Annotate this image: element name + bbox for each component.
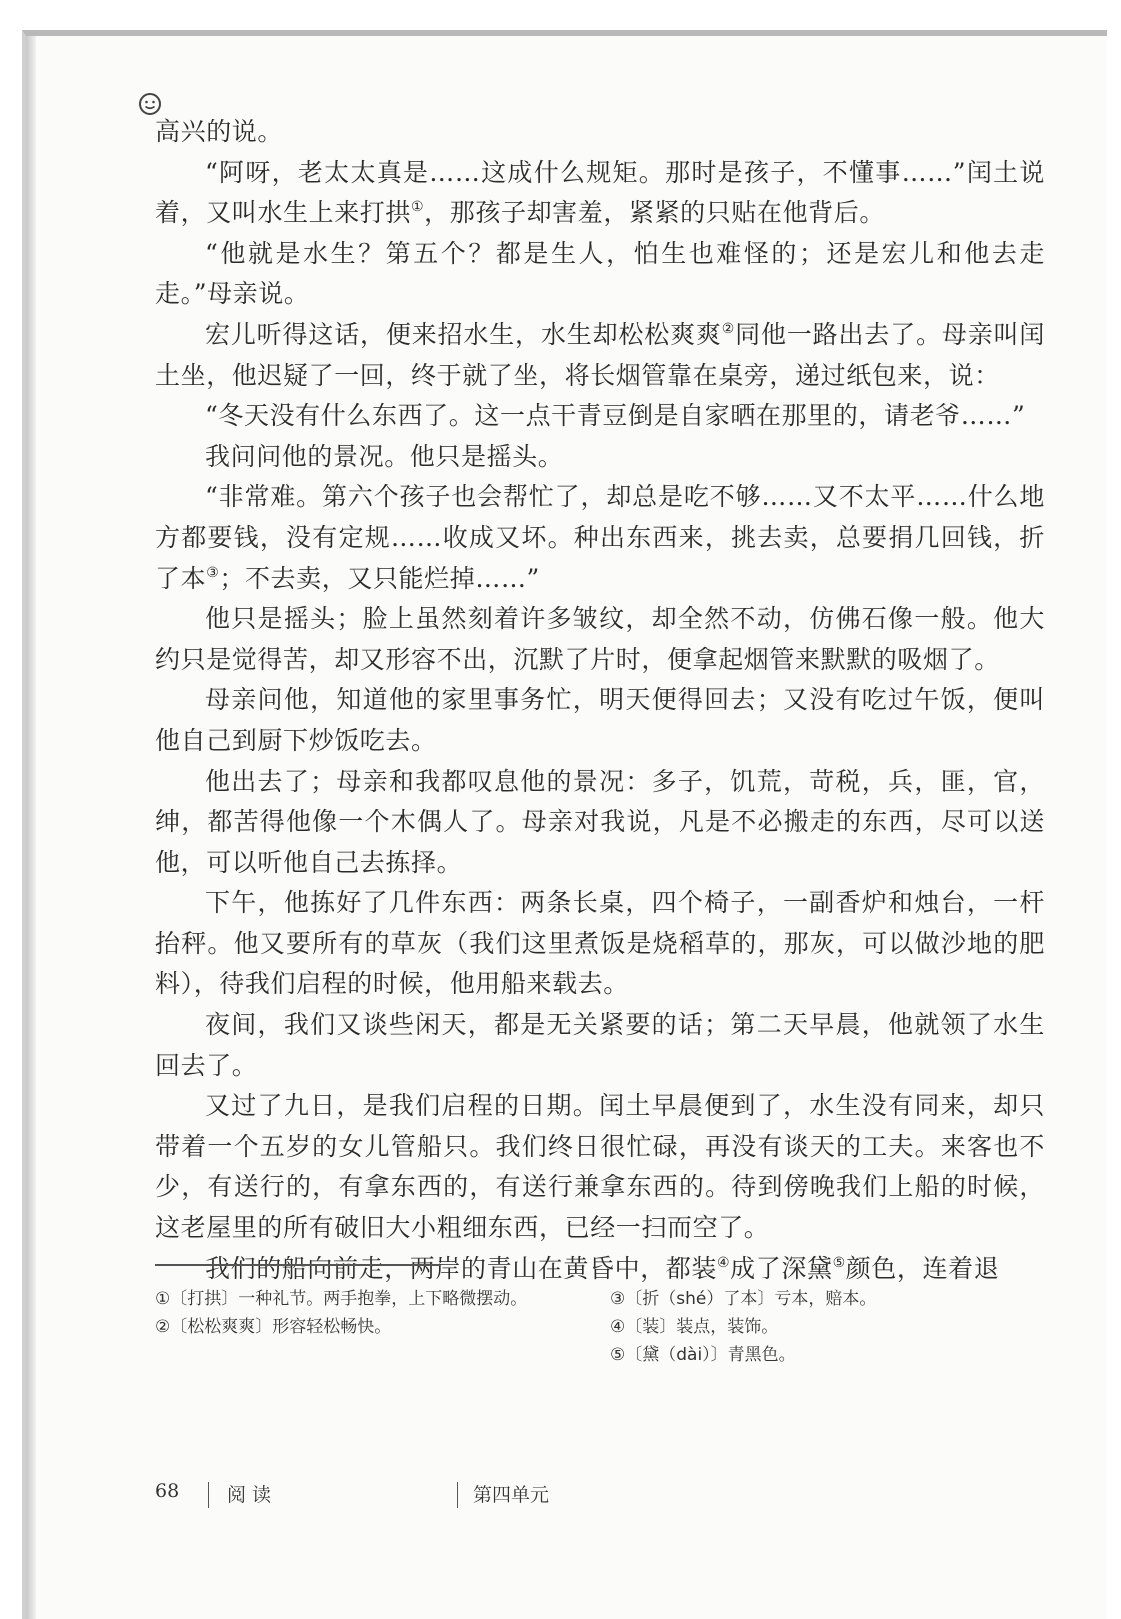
paragraph-text: 母亲问他，知道他的家里事务忙，明天便得回去；又没有吃过午饭，便叫他自己到厨下炒饭吃去。 [155,685,1045,755]
paragraph [155,1086,1045,1248]
footnote-divider [155,1264,440,1266]
paragraph [155,112,1045,153]
paragraph-text: 他只是摇头；脸上虽然刻着许多皱纹，却全然不动，仿佛石像一般。他大约只是觉得苦，却又形容不出，沉默了片时，便拿起烟管来默默的吸烟了。 [155,604,1045,674]
footnotes-left-column [155,1285,575,1341]
paragraph [155,396,1045,437]
paragraph-text: “阿呀，老太太真是……这成什么规矩。那时是孩子，不懂事……”闰土说着，又叫水生上来打拱 [155,157,1045,228]
footnote-marker[interactable]: ② [721,320,736,337]
paragraph [155,477,1045,599]
paragraph [155,315,1045,396]
paragraph [155,437,1045,478]
paragraph-text: 他出去了；母亲和我都叹息他的景况：多子，饥荒，苛税，兵，匪，官，绅，都苦得他像一个木偶人了。母亲对我说，凡是不必搬走的东西，尽可以送他，可以听他自己去拣择。 [155,766,1045,877]
footnote: ①〔打拱〕一种礼节。两手抱拳，上下略微摆动。 [155,1289,528,1309]
paragraph-text: “非常难。第六个孩子也会帮忙了，却总是吃不够……又不太平……什么地方都要钱，没有定规……收成又坏。种出东西来，挑去卖，总要捐几回钱，折了本 [155,482,1045,593]
paragraph-text: ；不去卖，又只能烂掉……” [219,563,540,593]
body-text [155,112,1045,1289]
paragraph [155,153,1045,234]
footnote: ④〔装〕装点，装饰。 [610,1317,779,1337]
footnote: ②〔松松爽爽〕形容轻松畅快。 [155,1317,392,1337]
paragraph [155,680,1045,761]
paragraph-text: 成了深黛 [730,1253,833,1283]
paragraph [155,762,1045,884]
footnote: ⑤〔黛（dài）〕青黑色。 [610,1345,796,1365]
paragraph-text: 我们的船向前走，两岸的青山在黄昏中，都装 [205,1253,718,1283]
footnote-marker[interactable]: ③ [206,564,220,581]
paragraph-text: 颜色，连着退 [845,1253,1000,1283]
footnote-marker[interactable]: ① [411,199,425,216]
paragraph-text: 下午，他拣好了几件东西：两条长桌，四个椅子，一副香炉和烛台，一杆抬秤。他又要所有的草灰（我们这里煮饭是烧稻草的，那灰，可以做沙地的肥料），待我们启程的时候，他用船来载去。 [155,888,1045,999]
paragraph [155,1005,1045,1086]
footnote-marker[interactable]: ⑤ [832,1254,846,1271]
paragraph-text: 我问问他的景况。他只是摇头。 [205,441,564,471]
footer-unit-title: 第四单元 [473,1484,550,1506]
paragraph [155,234,1045,315]
page-spine-shadow [26,36,36,1619]
footer-section-title: 阅读 [227,1484,278,1506]
paragraph-text: ，那孩子却害羞，紧紧的只贴在他背后。 [424,198,885,228]
page-number: 68 [155,1480,180,1502]
paragraph-text: 夜间，我们又谈些闲天，都是无关紧要的话；第二天早晨，他就领了水生回去了。 [155,1010,1045,1080]
paragraph [155,883,1045,1005]
footnote: ③〔折（shé）了本〕亏本，赔本。 [610,1289,877,1309]
paragraph-text: 同他一路出去了。母亲叫闰土坐，他迟疑了一回，终于就了坐，将长烟管靠在桌旁，递过纸包来，说： [155,319,1045,390]
footer-divider [208,1482,209,1508]
paragraph-text: “他就是水生？第五个？都是生人，怕生也难怪的；还是宏儿和他去走走。”母亲说。 [155,238,1045,309]
footnotes-right-column [610,1285,1045,1369]
paragraph-text: “冬天没有什么东西了。这一点干青豆倒是自家晒在那里的，请老爷……” [205,401,1026,431]
paragraph [155,599,1045,680]
footer-divider [457,1482,458,1508]
paragraph [155,1249,1045,1290]
page-footer [155,1480,755,1510]
paragraph-text: 宏儿听得这话，便来招水生，水生却松松爽爽 [205,319,722,349]
footnote-marker[interactable]: ④ [717,1254,731,1271]
paragraph-text: 高兴的说。 [155,117,284,146]
paragraph-text: 又过了九日，是我们启程的日期。闰土早晨便到了，水生没有同来，却只带着一个五岁的女儿管船只。我们终日很忙碌，再没有谈天的工夫。来客也不少，有送行的，有拿东西的，有送行兼拿东西的。待到傍晚我们上船的时候，这老屋里的所有破旧大小粗细东西，已经一扫而空了。 [155,1091,1045,1243]
